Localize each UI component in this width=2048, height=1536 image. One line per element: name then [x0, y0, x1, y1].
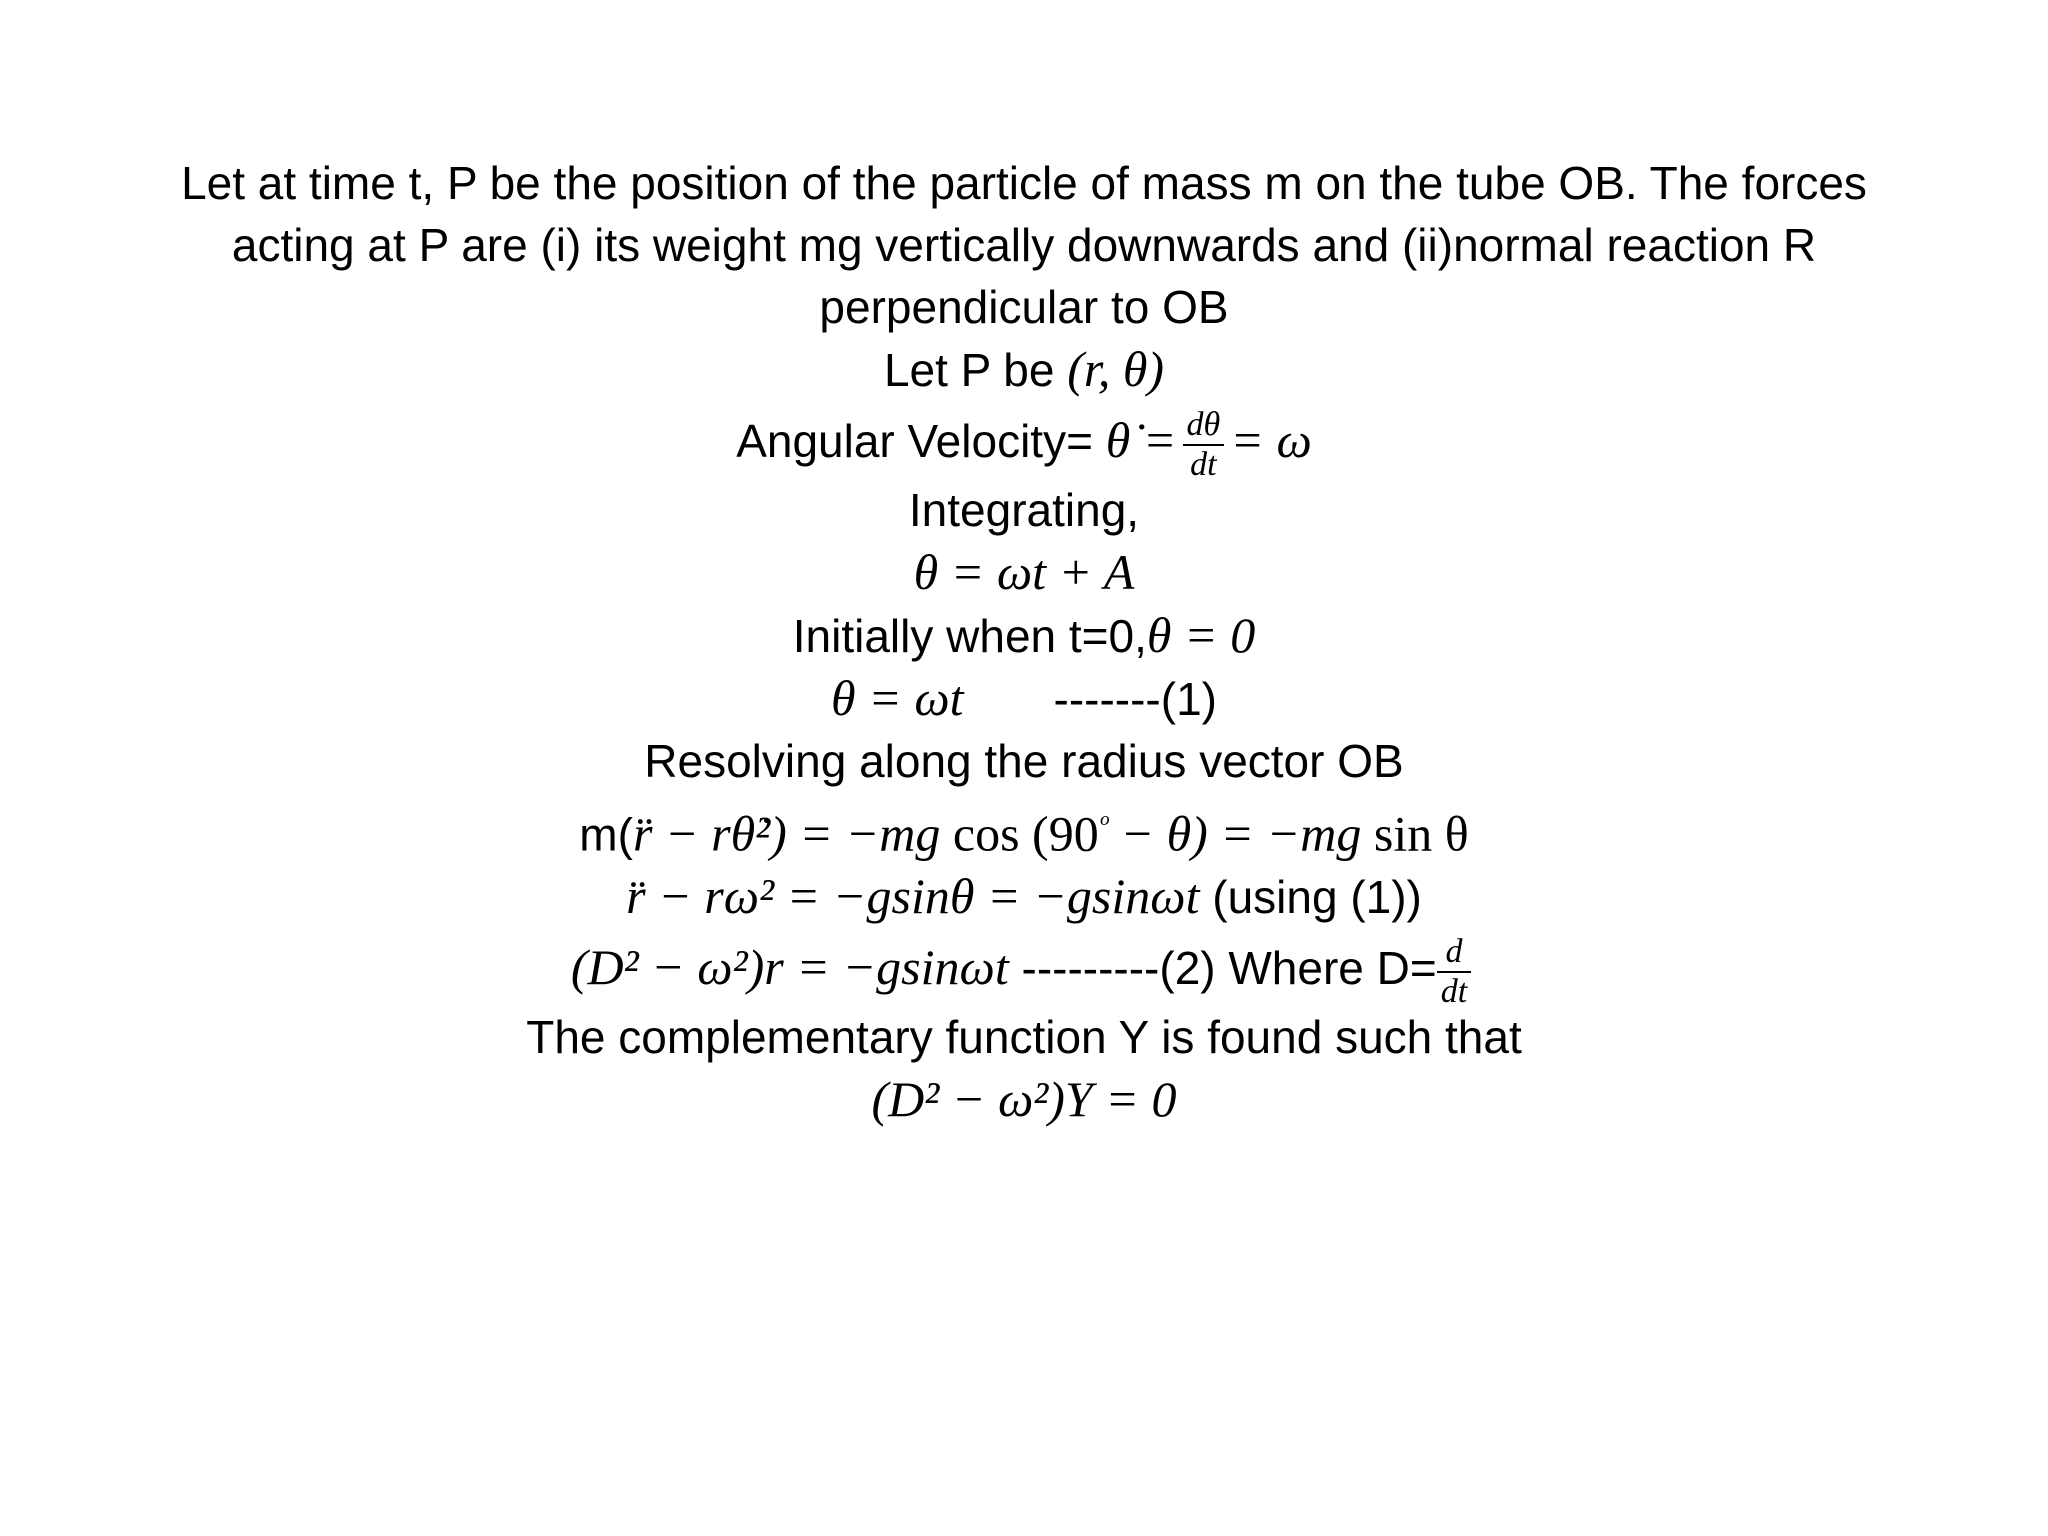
simplified-equation-note: (using (1)) — [1199, 871, 1422, 924]
position-line — [150, 338, 1898, 401]
radial-equation-math-d: − θ) = −mg — [1107, 805, 1362, 862]
simplified-equation-line — [150, 865, 1898, 928]
radial-equation-math-a: r̈ − rθ̇²) = −mg — [632, 805, 941, 862]
cos-term: cos (90 — [940, 805, 1099, 862]
dtheta-dt-fraction — [1183, 406, 1225, 484]
theta-dot-math: θ̇ = — [1105, 412, 1177, 468]
fraction-denominator: dt — [1440, 973, 1468, 1011]
fraction-numerator: d — [1437, 933, 1471, 973]
theta-equation-line — [150, 541, 1898, 604]
angular-velocity-label: Angular Velocity= — [736, 415, 1106, 467]
equation-1-math: θ = ωt — [831, 670, 964, 726]
text-line-2: acting at P are (i) its weight mg vertically downwards and (ii)normal reaction R — [231, 219, 1817, 271]
theta-equation-math: θ = ωt + A — [913, 544, 1135, 600]
equation-2-text: ---------(2) Where D= — [1008, 942, 1437, 995]
radial-equation-prefix: m( — [579, 808, 633, 861]
omega-math: = ω — [1230, 412, 1312, 468]
radial-equation-line — [150, 792, 1898, 865]
sin-term: sin θ — [1361, 805, 1469, 862]
degree-superscript: ᵒ — [1098, 805, 1108, 841]
initial-condition-label: Initially when t=0, — [792, 610, 1147, 662]
auxiliary-equation-line — [150, 1068, 1898, 1131]
integrating-line: Integrating, — [908, 484, 1140, 536]
resolving-line: Resolving along the radius vector OB — [644, 735, 1404, 787]
simplified-equation-math: r̈ − rω² = −gsinθ = −gsinωt — [626, 868, 1200, 925]
position-math: (r, θ) — [1067, 341, 1165, 397]
initial-condition-math: θ = 0 — [1146, 607, 1256, 663]
fraction-numerator: dθ — [1183, 406, 1225, 446]
angular-velocity-line — [150, 401, 1898, 483]
slide-body — [150, 152, 1898, 1131]
equation-1-line — [150, 667, 1898, 730]
equation-2-math: (D² − ω²)r = −gsinωt — [570, 939, 1009, 996]
auxiliary-equation-math: (D² − ω²)Y = 0 — [871, 1071, 1177, 1128]
complementary-function-line: The complementary function Y is found such that — [526, 1011, 1522, 1064]
fraction-denominator: dt — [1190, 445, 1217, 483]
position-label: Let P be — [883, 344, 1068, 396]
d-dt-fraction — [1437, 933, 1471, 1011]
text-line-3: perpendicular to OB — [819, 281, 1229, 333]
equation-2-line — [150, 928, 1898, 1011]
initial-condition-line — [150, 604, 1898, 667]
text-line-1: Let at time t, P be the position of the particle of mass m on the tube OB. The forces — [181, 157, 1867, 209]
equation-1-number: -------(1) — [1053, 673, 1217, 725]
